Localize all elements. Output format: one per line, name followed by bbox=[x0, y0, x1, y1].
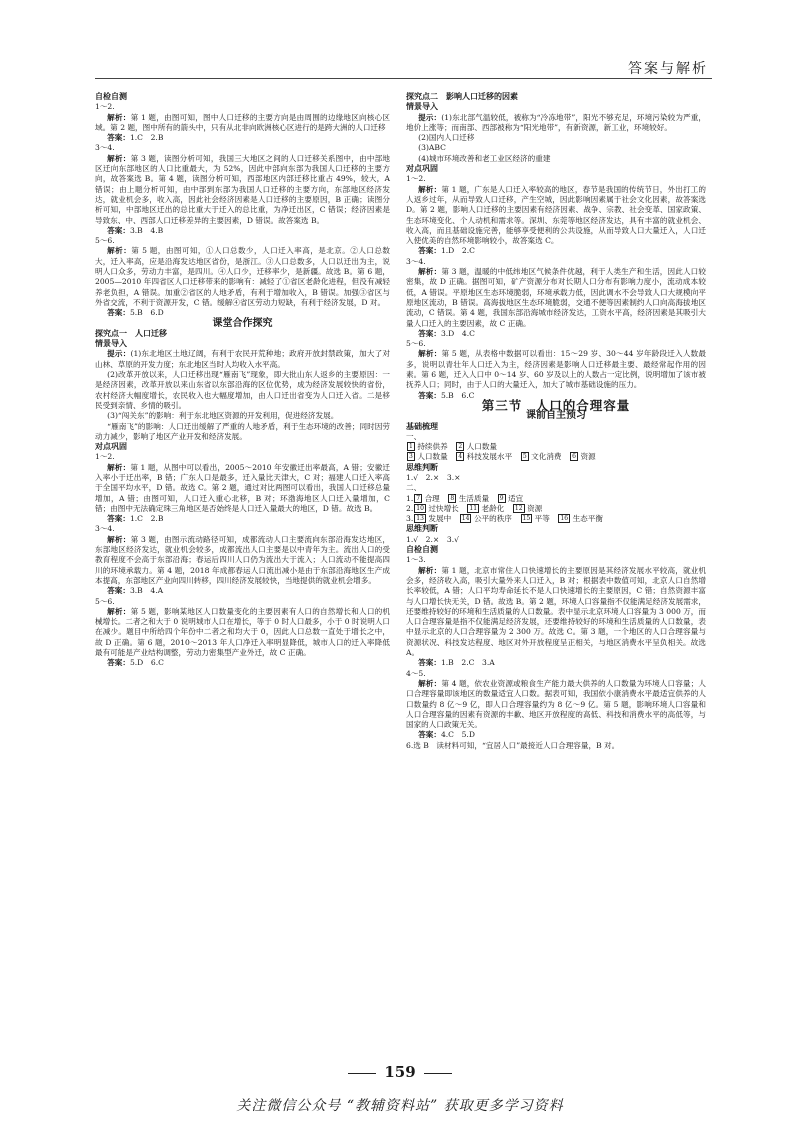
blank-answer: 过快增长 bbox=[428, 503, 467, 513]
answer-line bbox=[95, 226, 390, 236]
analysis-label: 解析： bbox=[107, 153, 131, 163]
fill-line bbox=[406, 494, 706, 504]
analysis-label: 解析： bbox=[418, 349, 442, 359]
blank-number: 4 bbox=[458, 453, 463, 461]
question-6-line: 6.选 B 读材料可知，“宜居人口”最接近人口合理容量，B 对。 bbox=[406, 740, 620, 750]
analysis-text: 第 4 题，依农业资源或粮食生产能力最大供养的人口数量为环境人口容量；人口合理容量即该地区的数量适宜人口数。据表可知，我国依小康消费水平最适宜供养的人口数量约 8 亿～9 亿，即人口合理容量约为 8 亿～9 亿。第 5 题，影响环境人口容量和人口合理容量的因素有资源的丰歉、地区开放程度的高低、科技和消费水平的高低等，与国家的人口政策无关。 bbox=[406, 678, 706, 730]
blank-number: 7 bbox=[416, 494, 421, 502]
blank-answer: 适宜 bbox=[508, 493, 524, 503]
chapter-title: 第三节 人口的合理容量 bbox=[481, 397, 631, 413]
hint-label: 提示： bbox=[107, 349, 131, 359]
analysis-label: 解析： bbox=[107, 462, 131, 472]
answer-line bbox=[95, 586, 390, 596]
blank-number: 3 bbox=[409, 453, 413, 461]
answer-text: 1.D 2.C bbox=[440, 246, 475, 256]
analysis-text: 第 5 题，影响某地区人口数量变化的主要因素有人口的自然增长和人口的机械增长。二者之和大于 0 说明城市人口在增长，等于 0 时人口最多，小于 0 时说明人口在减少。题目中所给四个年份中二者之和均大于 0，因此人口总数一直处于增长之中，故 D 正确。第 6 题，2010～2013 年人口净迁入率明显降低，城市人口的迁入率降低最有可能是产业结构调整，劳动力密集型产业外迁，故 C 正确。 bbox=[95, 606, 391, 658]
answer-line bbox=[95, 133, 390, 143]
right-column bbox=[406, 92, 706, 751]
judgement-heading: 思维判断 bbox=[406, 462, 438, 472]
analysis-paragraph bbox=[95, 113, 390, 134]
blank-number: 16 bbox=[560, 515, 569, 523]
analysis-text: 第 3 题，由图示流动路径可知，成都流动人口主要流向东部沿海发达地区，东部地区经济发达，就业机会较多，成都流出人口主要是以中青年为主。流出人口的受教育程度不会高于东部沿海；春运后四川人口仍为流出大于流入；人口流动不能提高四川的环境承载力。第 4 题，2018 年成都春运人口流出减小是由于东部沿海地区生产成本提高，东部地区产业向四川转移，四川经济发展较快，当地提供的就业机会增多。 bbox=[95, 534, 391, 585]
hint-paragraph: (3)ABC bbox=[418, 143, 446, 153]
section-heading: 自检自测 bbox=[406, 545, 438, 555]
section-title: 课前自主预习 bbox=[526, 410, 586, 422]
left-column bbox=[95, 92, 390, 669]
part-label: 二、 bbox=[406, 483, 422, 493]
question-range: 1～2. bbox=[406, 174, 426, 184]
analysis-paragraph bbox=[406, 185, 706, 247]
answer-label: 答案： bbox=[418, 658, 441, 668]
answer-label: 答案： bbox=[107, 514, 130, 524]
footer-note: 关注微信公众号 “教辅资料站” 获取更多学习资料 bbox=[236, 1098, 564, 1114]
answer-text: 1.B 2.C 3.A bbox=[440, 658, 495, 668]
blank-answer: 人口数量 bbox=[466, 442, 498, 452]
question-range: 1～2. bbox=[95, 102, 115, 112]
blank-number: 13 bbox=[416, 515, 424, 523]
answer-text: 3.D 4.C bbox=[440, 328, 475, 338]
fill-blanks bbox=[413, 514, 603, 523]
answer-label: 答案： bbox=[418, 390, 441, 400]
blank-number: 10 bbox=[416, 504, 424, 512]
analysis-label: 解析： bbox=[418, 678, 442, 688]
answer-label: 答案： bbox=[107, 133, 130, 143]
answer-line bbox=[95, 308, 390, 318]
page-number bbox=[0, 1063, 800, 1081]
analysis-label: 解析： bbox=[107, 606, 131, 616]
answer-text: 5.B 6.D bbox=[129, 308, 164, 318]
analysis-text: 第 1 题，由图可知，图中人口迁移的主要方向是由周围的边缘地区向核心区域。第 2 题，图中所有的箭头中，只有从北非向欧洲核心区进行的是跨大洲的人口迁移 bbox=[95, 112, 391, 132]
hint-paragraph: (3)“闯关东”的影响：利于东北地区资源的开发利用，促进经济发展。 bbox=[107, 411, 339, 421]
analysis-text: 第 1 题，广东是人口迁入率较高的地区，春节是我国的传统节日，外出打工的人返乡过年，从而导致人口迁移，产生空城，因此影响因素属于社会文化因素，故答案选 D。第 2 题，影响人口迁移的主要因素有经济因素、战争、宗教、社会变革、国家政策、生态环境变化、个人动机和需求等。深圳、东莞等地区经济发达，具有丰富的就业机会、收入高，而且基础设施完善，能够享受便利的公共设施，从而导致人口大量迁入，人口迁入使优美的自然环境影响较小，故答案选 C。 bbox=[406, 184, 706, 246]
scenario-heading: 情景导入 bbox=[95, 339, 127, 349]
question-range: 5～6. bbox=[95, 236, 115, 246]
analysis-paragraph bbox=[95, 463, 390, 514]
hint-paragraph: (2)国内人口迁移 bbox=[418, 133, 475, 143]
answer-line bbox=[95, 514, 390, 524]
question-range: 1～3. bbox=[406, 555, 426, 565]
answer-label: 答案： bbox=[107, 308, 130, 318]
analysis-paragraph bbox=[406, 566, 706, 659]
blank-answer: 老龄化 bbox=[481, 503, 512, 513]
analysis-text: 第 3 题，温暖的中低纬地区气候条件优越，利于人类生产和生活，因此人口较密集，故 D 正确。据图可知，矿产资源分布对长期人口分布有影响力度小，流动成本较低，A 错误。平原地区生态环境脆弱，环境承载力低，因此调水不会导致人口大规模向平原地区流动，B 错误。高海拔地区生态环境脆弱，交通不便等因素制约人口向高海拔地区流动，C 错误。第 4 题，我国东部沿海城市经济发达，工资水平高，经济因素是其吸引大量人口迁入的主要因素，故 C 正确。 bbox=[406, 267, 706, 328]
subsection-title: 探究点一 人口迁移 bbox=[95, 328, 167, 338]
answer-text: 5.D 6.C bbox=[129, 658, 164, 668]
analysis-paragraph bbox=[406, 349, 706, 390]
fill-prefix: 3. bbox=[406, 514, 414, 524]
section-heading: 自检自测 bbox=[95, 92, 127, 101]
blank-number: 9 bbox=[499, 494, 504, 502]
blank-answer: 生态平衡 bbox=[572, 514, 603, 524]
fill-line bbox=[406, 504, 706, 514]
blank-number: 11 bbox=[469, 504, 478, 512]
section-title: 课堂合作探究 bbox=[212, 317, 273, 329]
hint-text: (1)东北地区土地辽阔，有利于农民开荒种地；政府开放封禁政策，加大了对山林、草原的开发力度；东北地区当时人均收入水平高。 bbox=[95, 349, 390, 369]
practice-heading: 对点巩固 bbox=[406, 164, 438, 174]
analysis-label: 解析： bbox=[418, 565, 442, 575]
scenario-heading: 情景导入 bbox=[406, 102, 438, 112]
practice-heading: 对点巩固 bbox=[95, 442, 127, 452]
analysis-label: 解析： bbox=[418, 267, 442, 277]
blank-answer: 合理 bbox=[424, 493, 448, 503]
answer-text: 5.B 6.C bbox=[440, 390, 475, 400]
blank-answer: 文化消费 bbox=[531, 452, 570, 462]
answer-line bbox=[406, 329, 706, 339]
fill-blanks bbox=[413, 494, 523, 503]
answer-line bbox=[406, 658, 706, 668]
answer-label: 答案： bbox=[418, 730, 441, 740]
analysis-text: 第 1 题，北京市常住人口快速增长的主要原因是其经济发展水平较高，就业机会多，经济收入高，吸引大量外来人口迁入，B 对；根据表中数值可知，北京人口自然增长率较低，A 错；人口平均寿命延长不是人口快速增长的主要原因，C 错；自然资源丰富与人口增长快无关，D 错。故选 B。第 2 题，环境人口容量指不仅能满足经济发展需求，还要维持较好的环境和生活质量的人口数量。表中显示北京环境人口容量为 3 000 万，而人口合理容量是指不仅能满足经济发展，还要维持较好的环境和生活质量的人口数量，表中显示北京的人口合理容量为 2 300 万。故选 C。第 3 题，一个地区的人口合理容量与资源状况、科技发达程度、地区对外开放程度呈正相关，与地区消费水平呈负相关。故选 A。 bbox=[406, 565, 706, 658]
analysis-label: 解析： bbox=[107, 112, 131, 122]
blank-number: 5 bbox=[522, 453, 527, 461]
answer-label: 答案： bbox=[418, 246, 441, 256]
blank-answer: 科技发展水平 bbox=[466, 452, 520, 462]
question-range: 3～4. bbox=[406, 256, 426, 266]
fill-prefix: 1. bbox=[406, 493, 414, 503]
analysis-paragraph bbox=[406, 267, 706, 329]
blank-answer: 公平的秩序 bbox=[473, 514, 520, 524]
answer-text: 3.B 4.B bbox=[129, 225, 164, 235]
hint-paragraph: (4)城市环境改善和老工业区经济的重建 bbox=[418, 153, 551, 163]
analysis-paragraph bbox=[406, 679, 706, 730]
blank-answer: 发展中 bbox=[428, 514, 459, 524]
hint-text: (1)东北部气温较低，被称为“冷冻地带”，阳光不够充足，环境污染较为严重，地价上涨等；而南部、西部被称为“阳光地带”，有新资源，新工业，环境较好。 bbox=[406, 112, 706, 132]
hint-paragraph: (2)改革开放以来，人口迁移出现“雁南飞”现象，即大批山东人返乡的主要原因：一是经济因素，改革开放以来山东省以东部沿海的区位优势，成为经济发展较快的省份，农村经济大幅度增长，农民收入也大幅度增加，由人口迁出省变为人口迁入省。二是移民受到亲情、乡情的吸引。 bbox=[95, 370, 390, 410]
fill-blanks bbox=[413, 504, 542, 513]
blank-answer: 持续供养 bbox=[417, 442, 456, 452]
analysis-text: 第 1 题，从图中可以看出，2005～2010 年安徽迁出率最高，A 错；安徽迁入率小于迁出率，B 错；广东人口是最多，迁入量比天津大，C 对；福建人口迁入率高于全国平均水平，D 错。故选 C。第 2 题，通过对比两图可以看出，我国人口迁移总量增加，A 错；由图可知，人口迁入重心北移，B 对；环渤海地区人口迁入量增加，C 错；由图中无法确定珠三角地区是否始终是人口迁入量最大的地区，D 错。故选 B。 bbox=[95, 462, 391, 513]
analysis-paragraph bbox=[95, 607, 390, 658]
analysis-paragraph bbox=[95, 246, 390, 308]
hint-label: 提示： bbox=[418, 112, 442, 122]
question-range: 1～2. bbox=[95, 452, 115, 462]
analysis-paragraph bbox=[95, 154, 390, 226]
page-header bbox=[95, 52, 712, 79]
fill-prefix: 2. bbox=[406, 503, 414, 513]
fill-line bbox=[406, 452, 706, 462]
hint-paragraph bbox=[95, 349, 390, 370]
answer-text: 1.C 2.B bbox=[129, 133, 164, 143]
judgement-answers: 1.√ 2.× 3.√ bbox=[406, 534, 459, 544]
blank-answer: 资源 bbox=[527, 503, 543, 513]
question-range: 3～4. bbox=[95, 143, 115, 153]
answer-line bbox=[406, 246, 706, 256]
analysis-label: 解析： bbox=[107, 246, 132, 256]
basics-heading: 基础梳理 bbox=[406, 421, 438, 431]
analysis-label: 解析： bbox=[418, 184, 442, 194]
answer-text: 1.C 2.B bbox=[129, 514, 164, 524]
analysis-text: 第 5 题，从表格中数据可以看出：15～29 岁、30～44 岁年龄段迁入人数最多，说明以青壮年人口迁入为主，经济因素是影响人口迁移最主要、最经常起作用的因素。第 6 题，迁入人口中 0～14 岁、60 岁及以上的人数占一定比例，说明增加了该市被抚养人口；同时，由于人口的大量迁入，加大了城市基础设施的压力。 bbox=[406, 349, 706, 390]
question-range: 5～6. bbox=[406, 339, 426, 349]
fill-line bbox=[406, 514, 706, 524]
judgement-answers: 1.√ 2.× 3.× bbox=[406, 472, 461, 482]
header-title: 答案与解析 bbox=[628, 61, 708, 77]
blank-answer: 资源 bbox=[580, 452, 596, 462]
analysis-paragraph bbox=[95, 535, 390, 586]
answer-label: 答案： bbox=[107, 586, 130, 596]
answer-label: 答案： bbox=[107, 225, 130, 235]
blank-answer: 生活质量 bbox=[458, 493, 497, 503]
answer-text: 4.C 5.D bbox=[440, 730, 475, 740]
fill-line bbox=[406, 442, 706, 452]
answer-label: 答案： bbox=[418, 328, 441, 338]
analysis-text: 第 5 题，由图可知，①人口总数少，人口迁入率高，是北京。②人口总数大，迁入率高，应是沿海发达地区省份，是浙江。③人口总数多，人口以迁出为主，说明人口众多，劳动力丰富，是四川。④人口少，迁移率少，是新疆。故选 B。第 6 题，2005—2010 年四省区人口迁移带来的影响有：减轻了①省区老龄化进程，但没有减轻养老负担，A 错误。加重②省区的人地矛盾，有利于增加收入，B 错误。加强③省区与外省交流，不利于资源开发，C 错。缓解④省区劳动力短缺，有利于经济发展，D 对。 bbox=[95, 246, 391, 307]
answer-text: 3.B 4.A bbox=[129, 586, 164, 596]
answer-label: 答案： bbox=[107, 658, 130, 668]
part-label: 一、 bbox=[406, 431, 422, 441]
blank-answer: 平等 bbox=[534, 514, 558, 524]
judgement-heading: 思维判断 bbox=[406, 524, 438, 534]
blank-number: 8 bbox=[450, 494, 455, 502]
question-range: 4～5. bbox=[406, 668, 426, 678]
blank-number: 15 bbox=[522, 515, 531, 523]
subsection-title: 探究点二 影响人口迁移的因素 bbox=[406, 92, 518, 101]
answer-line bbox=[95, 658, 390, 668]
hint-paragraph bbox=[406, 113, 706, 134]
blank-number: 12 bbox=[514, 504, 523, 512]
blank-number: 14 bbox=[461, 515, 470, 523]
page-number-text: 159 bbox=[384, 1063, 416, 1081]
question-range: 3～4. bbox=[95, 524, 115, 534]
answer-line bbox=[406, 730, 706, 740]
blank-number: 1 bbox=[409, 443, 413, 451]
blank-number: 2 bbox=[458, 443, 463, 451]
blank-number: 6 bbox=[572, 453, 576, 461]
analysis-text: 第 3 题，读图分析可知，我国三大地区之间的人口迁移关系图中，由中部地区迁向东部地区的人口比重最大，为 52%，因此中部向东部为我国人口迁移的主要方向，故答案选 B。第 4 题，读图分析可知，西部地区内部迁移比重占 49%，较大，A 错误；由上题分析可知，由中部到东部为我国人口迁移的主要方向，东部地区经济发达，就业机会多，收入高，因此社会经济因素是人口迁移的主要原因，B 正确；读图分析可知，中部地区迁出的总比重大于迁入的总比重，为净迁出区，C 错误；经济因素是导致东、中、西部人口迁移差异的主要因素，D 错误。故答案选 B。 bbox=[95, 153, 391, 225]
blank-answer: 人口数量 bbox=[417, 452, 456, 462]
hint-paragraph: “雁南飞”的影响：人口迁出缓解了严重的人地矛盾，利于生态环境的改善；同时因劳动力减少，影响了地区产业开发和经济发展。 bbox=[95, 421, 390, 441]
analysis-label: 解析： bbox=[107, 534, 131, 544]
question-range: 5～6. bbox=[95, 596, 115, 606]
